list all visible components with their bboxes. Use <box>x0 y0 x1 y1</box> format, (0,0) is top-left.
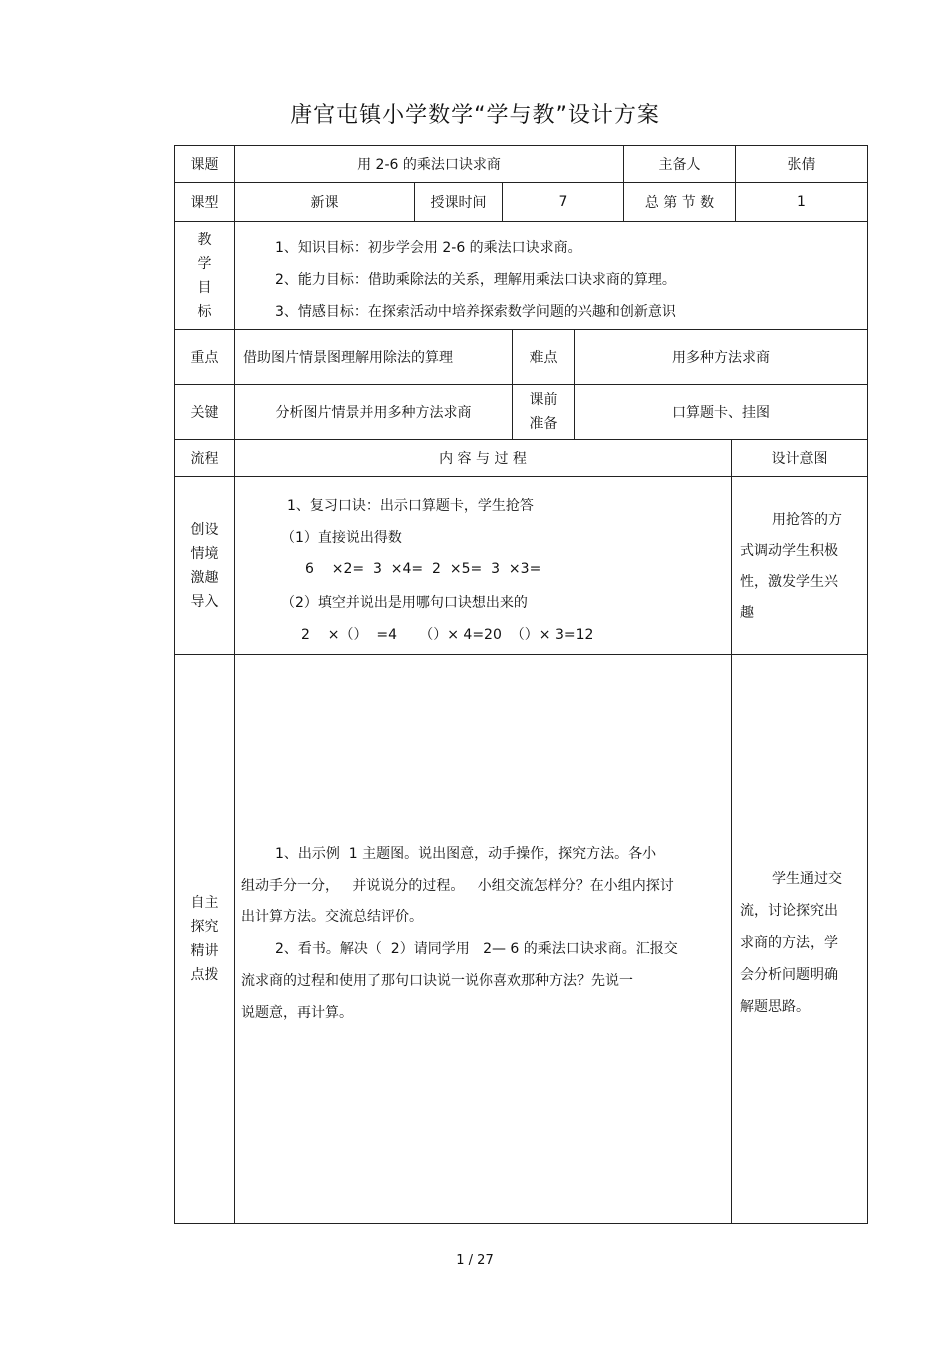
section2-line: 1、出示例 1 主题图。说出图意，动手操作，探究方法。各小 <box>275 846 657 862</box>
difficulty-value: 用多种方法求商 <box>574 329 868 385</box>
section1-label-line: 情境 <box>190 545 219 562</box>
goal-knowledge: 1、知识目标：初步学会用 2-6 的乘法口诀求商。 <box>275 240 582 256</box>
preparer-value: 张倩 <box>735 145 868 183</box>
label-key: 关键 <box>174 384 235 440</box>
section2-intent-line: 流，讨论探究出 <box>740 903 838 919</box>
total-sessions-value: 1 <box>735 182 868 222</box>
goals-label-char: 学 <box>197 255 212 272</box>
goals-label-char: 标 <box>197 303 212 320</box>
section2-intent-line: 解题思路。 <box>740 999 810 1015</box>
section2-label-line: 自主 <box>190 895 219 911</box>
header-intent: 设计意图 <box>731 439 868 477</box>
label-key-point: 重点 <box>174 329 235 385</box>
section1-line: 6 ×2= 3 ×4= 2 ×5= 3 ×3= <box>305 561 542 577</box>
section2-line: 2、看书。解决（ 2）请同学用 2— 6 的乘法口诀求商。汇报交 <box>275 941 678 957</box>
section1-line: （2）填空并说出是用哪句口诀想出来的 <box>281 595 528 611</box>
section1-label-line: 激趣 <box>190 569 219 586</box>
section2-intent <box>731 654 868 1224</box>
label-lesson-type: 课型 <box>174 182 235 222</box>
page-number: 1 / 27 <box>456 1253 494 1268</box>
section2-line: 出计算方法。交流总结评价。 <box>241 909 423 925</box>
section1-intent-line: 性，激发学生兴 <box>740 574 838 590</box>
goals-label-char: 教 <box>197 231 212 248</box>
section1-line: （1）直接说出得数 <box>281 530 402 546</box>
section2-label <box>174 654 235 1224</box>
teaching-time-value: 7 <box>502 182 624 222</box>
section2-content <box>234 654 732 1224</box>
goals-label-char: 目 <box>197 279 212 296</box>
section2-label-line: 精讲 <box>190 943 219 959</box>
header-content: 内 容 与 过 程 <box>234 439 732 477</box>
section1-label-line: 创设 <box>190 521 219 538</box>
label-teaching-goals <box>174 221 235 330</box>
section1-line: 1、复习口诀：出示口算题卡，学生抢答 <box>287 498 534 514</box>
goal-emotion: 3、情感目标：在探索活动中培养探索数学问题的兴趣和创新意识 <box>275 304 676 320</box>
goal-ability: 2、能力目标：借助乘除法的关系，理解用乘法口诀求商的算理。 <box>275 272 676 288</box>
section2-line: 组动手分一分， 并说说分的过程。 小组交流怎样分？在小组内探讨 <box>241 878 674 894</box>
label-difficulty: 难点 <box>512 329 575 385</box>
key-value: 分析图片情景并用多种方法求商 <box>234 384 513 440</box>
section1-line: 2 ×（） =4 （）× 4=20 （）× 3=12 <box>301 627 594 643</box>
label-preparer: 主备人 <box>623 145 736 183</box>
label-preparation <box>512 384 575 440</box>
preparation-label-line: 课前 <box>529 392 558 408</box>
lesson-type-value: 新课 <box>234 182 415 222</box>
preparation-value: 口算题卡、挂图 <box>574 384 868 440</box>
section2-intent-line: 会分析问题明确 <box>740 967 838 983</box>
section1-intent <box>731 476 868 655</box>
section2-line: 说题意，再计算。 <box>241 1005 353 1021</box>
section2-line: 流求商的过程和使用了那句口诀说一说你喜欢那种方法？先说一 <box>241 973 633 989</box>
label-teaching-time: 授课时间 <box>414 182 503 222</box>
page-title: 唐官屯镇小学数学“学与教”设计方案 <box>290 103 660 128</box>
section1-content <box>234 476 732 655</box>
section2-label-line: 点拨 <box>190 967 219 983</box>
section2-intent-line: 学生通过交 <box>772 871 842 887</box>
goals-content <box>234 221 868 330</box>
topic-value: 用 2-6 的乘法口诀求商 <box>234 145 624 183</box>
preparation-label-line: 准备 <box>529 416 558 432</box>
label-topic: 课题 <box>174 145 235 183</box>
section2-label-line: 探究 <box>190 919 219 935</box>
label-process: 流程 <box>174 439 235 477</box>
section2-intent-line: 求商的方法，学 <box>740 935 838 951</box>
section1-intent-line: 用抢答的方 <box>772 512 842 528</box>
section1-label <box>174 476 235 655</box>
label-total-sessions: 总 第 节 数 <box>623 182 736 222</box>
section1-intent-line: 式调动学生积极 <box>740 543 838 559</box>
section1-label-line: 导入 <box>190 593 219 610</box>
section1-intent-line: 趣 <box>740 605 754 621</box>
key-point-value: 借助图片情景图理解用除法的算理 <box>234 329 513 385</box>
